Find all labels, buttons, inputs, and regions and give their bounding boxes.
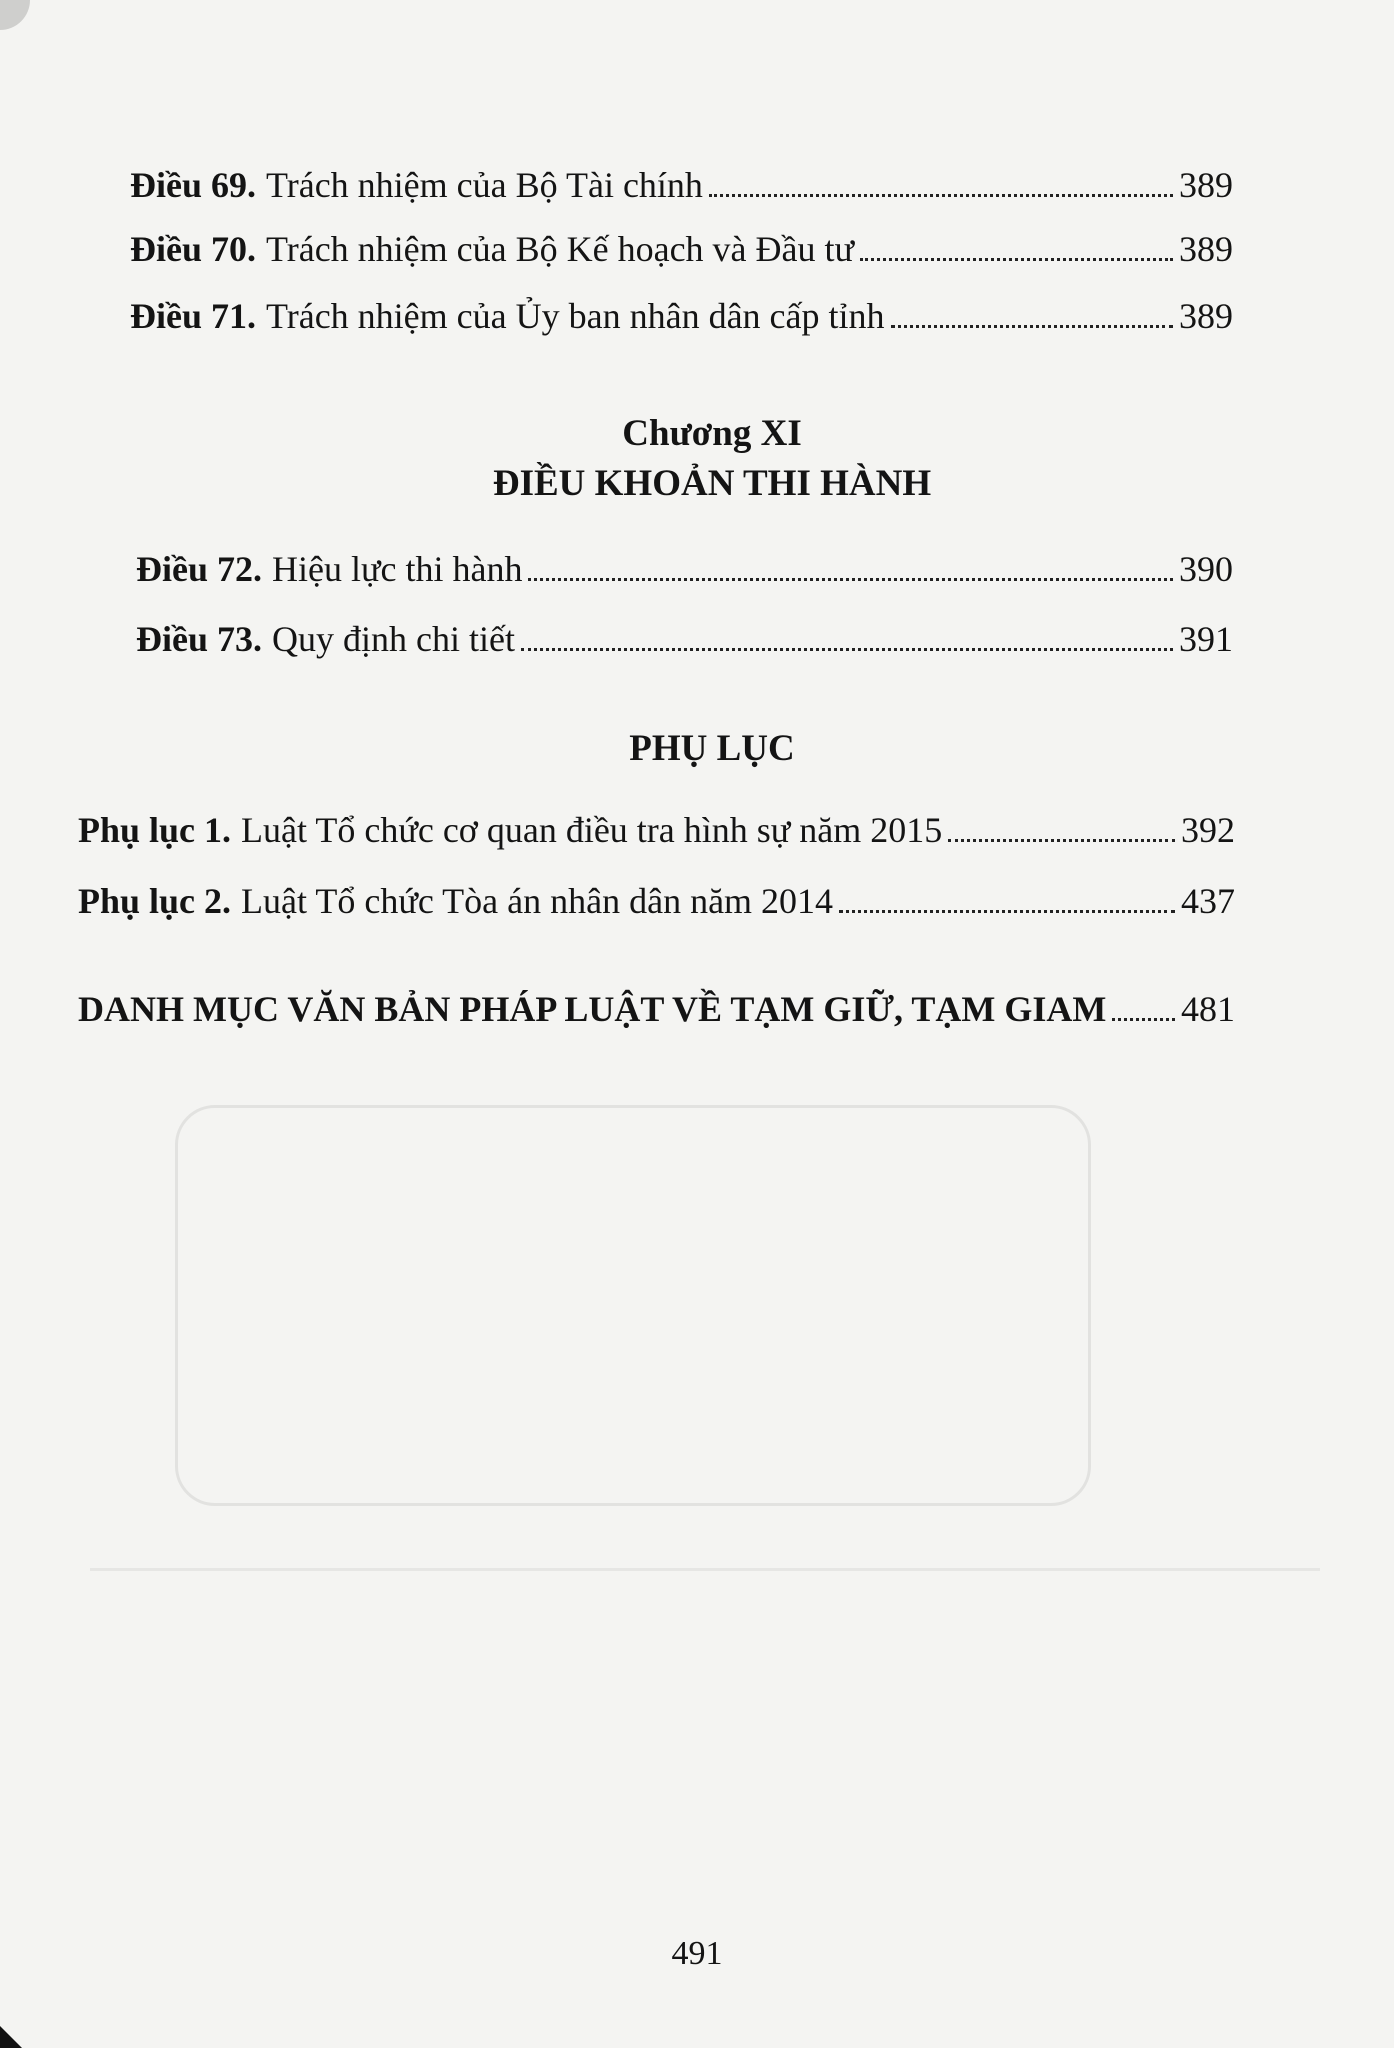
toc-entry-appendix-1 bbox=[78, 808, 1235, 852]
toc-entry-page: 481 bbox=[1181, 989, 1235, 1029]
toc-entry-title: Trách nhiệm của Bộ Tài chính bbox=[266, 165, 703, 205]
toc-entry-page: 391 bbox=[1179, 619, 1233, 659]
toc-entry-catalog bbox=[78, 987, 1235, 1031]
toc-entry-page: 389 bbox=[1179, 165, 1233, 205]
toc-leader-dots bbox=[528, 578, 1173, 581]
appendix-heading: PHỤ LỤC bbox=[629, 728, 795, 769]
show-through-frame bbox=[175, 1105, 1091, 1506]
toc-entry-title: Luật Tổ chức Tòa án nhân dân năm 2014 bbox=[241, 881, 834, 921]
toc-leader-dots bbox=[860, 258, 1173, 261]
chapter-number: Chương XI bbox=[622, 413, 802, 454]
toc-entry-page: 437 bbox=[1181, 881, 1235, 921]
toc-entry-article-71 bbox=[130, 294, 1233, 338]
toc-entry-lead: Phụ lục 2. bbox=[78, 881, 232, 921]
toc-entry-page: 389 bbox=[1179, 296, 1233, 336]
toc-entry-article-69 bbox=[130, 163, 1233, 207]
toc-leader-dots bbox=[891, 325, 1173, 328]
toc-entry-page: 390 bbox=[1179, 549, 1233, 589]
toc-entry-title: Trách nhiệm của Bộ Kế hoạch và Đầu tư bbox=[266, 229, 855, 269]
toc-entry-title: Hiệu lực thi hành bbox=[272, 549, 523, 589]
toc-entry-article-73 bbox=[136, 617, 1233, 661]
chapter-title: ĐIỀU KHOẢN THI HÀNH bbox=[492, 463, 932, 504]
toc-entry-article-70 bbox=[130, 227, 1233, 271]
toc-entry-page: 392 bbox=[1181, 810, 1235, 850]
toc-entry-lead: Điều 73. bbox=[136, 619, 262, 659]
toc-entry-lead: Điều 70. bbox=[130, 229, 256, 269]
toc-leader-dots bbox=[839, 910, 1175, 913]
toc-leader-dots bbox=[948, 839, 1175, 842]
toc-leader-dots bbox=[1112, 1018, 1175, 1021]
toc-entry-appendix-2 bbox=[78, 879, 1235, 923]
toc-entry-title: Quy định chi tiết bbox=[272, 619, 515, 659]
page-number: 491 bbox=[671, 1935, 723, 1972]
toc-entry-lead: Phụ lục 1. bbox=[78, 810, 232, 850]
toc-entry-title: Luật Tổ chức cơ quan điều tra hình sự năm 2015 bbox=[241, 810, 943, 850]
corner-mark bbox=[0, 2026, 22, 2048]
toc-entry-lead: Điều 72. bbox=[136, 549, 262, 589]
show-through-rule bbox=[90, 1568, 1320, 1571]
page-corner-shadow bbox=[0, 0, 30, 30]
toc-entry-title: Trách nhiệm của Ủy ban nhân dân cấp tỉnh bbox=[266, 296, 885, 336]
toc-leader-dots bbox=[709, 194, 1173, 197]
toc-entry-article-72 bbox=[136, 547, 1233, 591]
toc-entry-lead: Điều 69. bbox=[130, 165, 256, 205]
toc-leader-dots bbox=[521, 648, 1173, 651]
toc-entry-page: 389 bbox=[1179, 229, 1233, 269]
toc-entry-title: DANH MỤC VĂN BẢN PHÁP LUẬT VỀ TẠM GIỮ, TẠM GIAM bbox=[78, 989, 1107, 1029]
toc-entry-lead: Điều 71. bbox=[130, 296, 256, 336]
